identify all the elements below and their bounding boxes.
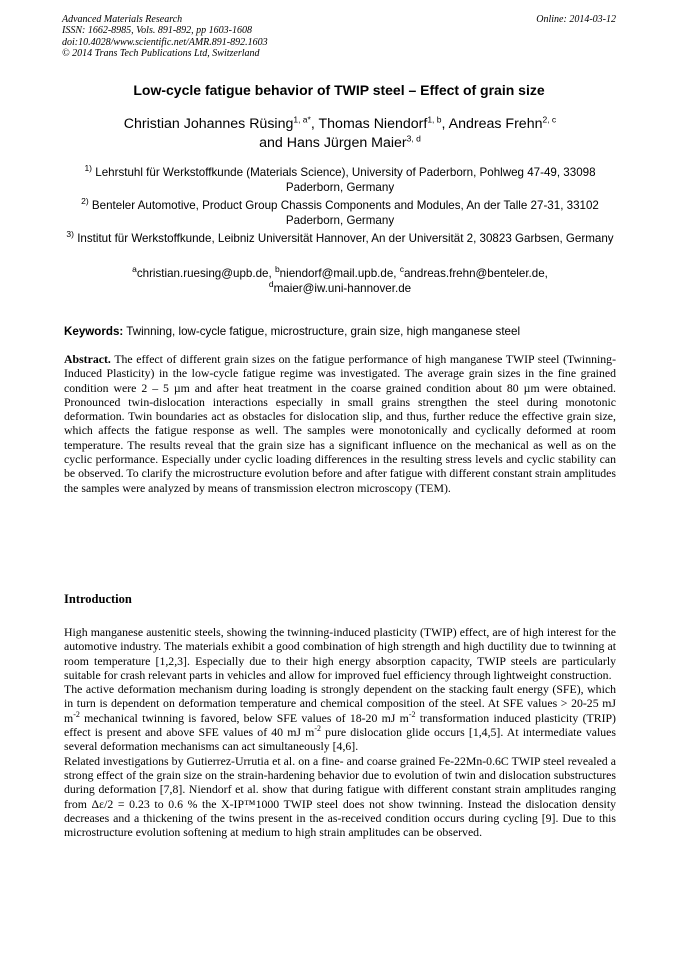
email-link[interactable]: christian.ruesing@upb.de, — [136, 267, 272, 280]
affiliations — [64, 165, 616, 249]
paper-title: Low-cycle fatigue behavior of TWIP steel – Effect of grain size — [133, 82, 545, 98]
author-list: Christian Johannes Rüsing$^{1, a*}$, Thomas Niendorf$^{1, b}$, Andreas Frehn$^{2, c}$ and Hans Jürgen Maier$^{3, d}$ — [123, 114, 557, 151]
abstract-text: The effect of different grain sizes on the fatigue performance of high manganese TWIP steel (Twinning-Induced Plasticity) in the low-cycle fatigue regime was investigated. The average grain sizes in the fine grained condition were 2 – 5 µm and after heat treatment in the coarse grained condition about 80 µm were obtained. Pronounced twin-dislocation interactions especially in small grains strengthen the steel during monotonic deformation. Twin boundaries act as obstacles for dislocation slip, and thus, further reduce the effective grain size, which affects the fatigue response as well. The samples were monotonically and cyclically deformed at room temperature. The results reveal that the grain size has a significant influence on the mechanical as well as on the cyclic performance. Especially under cyclic loading differences in the resulting stress levels and cyclic stability can be observed. To clarify the microstructure evolution before and after fatigue with different constant strain amplitudes the samples were analyzed by means of transmission electron microscopy (TEM). — [64, 352, 616, 495]
keywords-line — [64, 324, 616, 339]
online-date: Online: 2014-03-12 — [536, 14, 616, 25]
issn-line: ISSN: 1662-8985, Vols. 891-892, pp 1603-1608 — [62, 25, 252, 37]
author-emails — [64, 266, 616, 296]
paragraph-text: mechanical twinning is favored, below SFE values of 18-20 mJ m — [79, 710, 409, 725]
paragraph-text: The active deformation mechanism during loading is strongly dependent on the stacking fault energy (SFE), which in turn is dependent on deformation temperature and chemical composition of the steel. At SFE values > 20-25 mJ m — [64, 682, 616, 725]
author-conjunction: and — [259, 135, 283, 151]
paragraph-text: transformation induced plasticity (TRIP) effect is present and above SFE values of 40 mJ m — [64, 710, 616, 740]
section-heading-introduction: Introduction — [64, 592, 132, 606]
author-affil-marker: 1, a* — [293, 114, 311, 125]
journal-header — [62, 14, 616, 59]
paragraph: Related investigations by Gutierrez-Urrutia et al. on a fine- and coarse grained Fe-22Mn-0.6C TWIP steel revealed a strong effect of the grain size on the strain-hardening behavior due to evolution of twin and dislocation substructures during deformation [7,8]. Niendorf et al. show that during fatigue with different constant strain amplitudes ranging from Δε/2 = 0.23 to 0.6 % the X-IP™1000 TWIP steel does not show twinning. Instead the dislocation density decreases and a thickening of the twins present in the as-received condition occurs during cycling [9]. Due to this microstructure evolution softening at medium to high strain amplitudes can be observed. — [64, 753, 616, 840]
author-name: Thomas Niendorf — [318, 116, 428, 132]
paragraph: High manganese austenitic steels, showing the twinning-induced plasticity (TWIP) effect, are of high interest for the automotive industry. The materials exhibit a good combination of high strength and high ductility due to twinning at room temperature [1,2,3]. Especially due to their high energy absorption capacity, TWIP steels are particularly suitable for crash relevant parts in vehicles and allow for improved fuel efficiency through lightweight construction. — [64, 625, 616, 682]
email-link[interactable]: niendorf@mail.upb.de, — [279, 267, 397, 280]
author-affil-marker: 1, b — [427, 114, 442, 125]
affiliation-text: Lehrstuhl für Werkstoffkunde (Materials Science), University of Paderborn, Pohlweg 47-49, 33098 Paderborn, Germany — [95, 166, 596, 194]
journal-name: Advanced Materials Research — [62, 14, 183, 25]
affiliation-number: 2) — [81, 196, 89, 207]
email-link[interactable]: maier@iw.uni-hannover.de — [273, 282, 412, 295]
unit-exponent: -2 — [314, 724, 322, 734]
affiliation-text: Institut für Werkstoffkunde, Leibniz Universität Hannover, An der Universität 2, 30823 Garbsen, Germany — [77, 232, 614, 245]
email-marker: a — [132, 264, 137, 275]
email-marker: d — [268, 279, 274, 290]
affiliation-number: 3) — [66, 229, 74, 240]
author-name: Christian Johannes Rüsing — [123, 116, 294, 132]
affiliation — [64, 165, 616, 195]
keywords-text: Twinning, low-cycle fatigue, microstructure, grain size, high manganese steel — [126, 325, 521, 338]
author-name: Andreas Frehn — [448, 116, 543, 132]
affiliation — [64, 231, 616, 246]
paragraph — [64, 682, 616, 753]
unit-exponent: -2 — [73, 709, 80, 719]
email-marker: c — [399, 264, 404, 275]
affiliation-text: Benteler Automotive, Product Group Chassis Components and Modules, An der Talle 27-31, 33102 Paderborn, Germany — [91, 199, 599, 227]
unit-exponent: -2 — [408, 709, 416, 719]
affiliation — [64, 198, 616, 228]
affiliation-number: 1) — [84, 163, 93, 174]
author-affil-marker: 2, c — [542, 114, 557, 125]
email-link[interactable]: andreas.frehn@benteler.de, — [403, 267, 548, 280]
abstract — [64, 352, 616, 495]
author-affil-marker: 3, d — [406, 133, 421, 144]
keywords-label: Keywords: — [64, 325, 124, 338]
abstract-label: Abstract. — [64, 352, 111, 366]
author-name: Hans Jürgen Maier — [286, 135, 407, 151]
email-marker: b — [274, 264, 280, 275]
paragraph-text: pure dislocation glide occurs [1,4,5]. At intermediate values several deformation mechanisms can act simultaneously [4,6]. — [64, 725, 616, 754]
introduction-body — [64, 625, 616, 839]
copyright-line: © 2014 Trans Tech Publications Ltd, Switzerland — [62, 47, 260, 59]
doi-line: doi:10.4028/www.scientific.net/AMR.891-892.1603 — [62, 36, 268, 48]
